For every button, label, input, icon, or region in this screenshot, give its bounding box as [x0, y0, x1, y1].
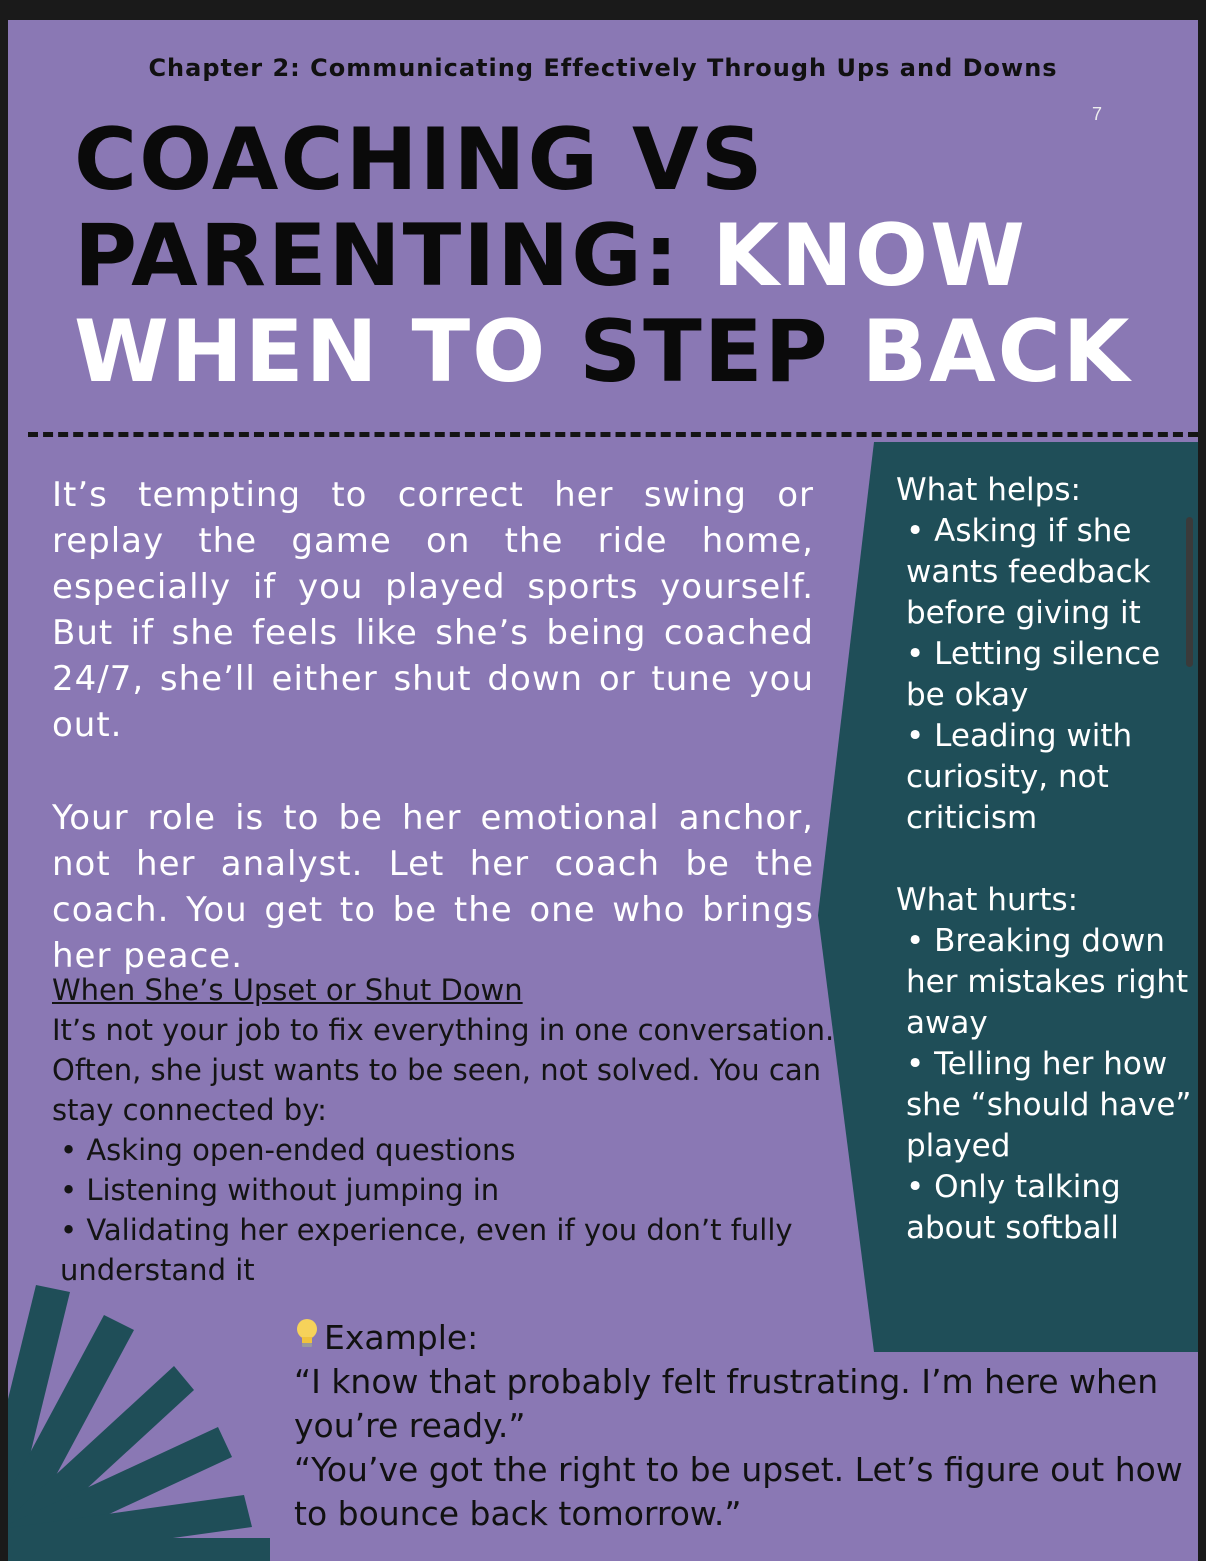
upset-section	[52, 970, 842, 1290]
example-quote-1: “I know that probably felt frustrating. I’m here when you’re ready.”	[294, 1362, 1159, 1445]
body-paragraph-1: It’s tempting to correct her swing or replay the game on the ride home, especially if you played sports yourself. But if she feels like she’s being coached 24/7, she’ll either shut down or tune you out.	[52, 475, 814, 745]
example-label: Example:	[324, 1318, 479, 1357]
title-line-3	[74, 304, 1174, 400]
helps-item: • Letting silence be okay	[906, 636, 1161, 713]
title-line-1: COACHING VS	[74, 110, 765, 210]
upset-list-item: • Listening without jumping in	[60, 1173, 500, 1207]
helps-item: • Asking if she wants feedback before giving it	[906, 513, 1151, 631]
example-box	[294, 1316, 1184, 1536]
example-quote-2: “You’ve got the right to be upset. Let’s figure out how to bounce back tomorrow.”	[294, 1450, 1183, 1533]
hurts-item: • Telling her how she “should have” played	[906, 1046, 1192, 1164]
upset-heading: When She’s Upset or Shut Down	[52, 973, 523, 1007]
helps-item: • Leading with curiosity, not criticism	[906, 718, 1133, 836]
scrollbar-thumb[interactable]	[1186, 517, 1193, 667]
sidebar-text	[896, 470, 1196, 1249]
upset-list-item: • Validating her experience, even if you don’t fully understand it	[60, 1213, 793, 1287]
title-back: BACK	[861, 302, 1132, 402]
page-number: 7	[1092, 104, 1103, 124]
example-heading	[294, 1316, 1184, 1360]
dashed-divider	[28, 432, 1198, 437]
helps-heading: What helps:	[896, 472, 1081, 508]
hurts-heading: What hurts:	[896, 882, 1079, 918]
document-page	[8, 20, 1198, 1561]
title-know: KNOW	[712, 206, 1027, 306]
title-step: STEP	[579, 302, 830, 402]
ray-6	[8, 1538, 270, 1561]
title-line-2	[74, 208, 1174, 304]
chapter-label: Chapter 2: Communicating Effectively Through Ups and Downs	[148, 54, 1058, 82]
page-title	[74, 112, 1174, 400]
title-parenting: PARENTING:	[74, 206, 681, 306]
body-paragraph-2: Your role is to be her emotional anchor, not her analyst. Let her coach be the coach. You get to be the one who brings her peace.	[52, 798, 814, 976]
hurts-item: • Breaking down her mistakes right away	[906, 923, 1189, 1041]
decorative-rays-graphic	[8, 1270, 308, 1561]
title-when-to: WHEN TO	[74, 302, 548, 402]
lightbulb-icon	[294, 1316, 324, 1360]
body-text	[52, 472, 814, 1026]
upset-list-item: • Asking open-ended questions	[60, 1133, 516, 1167]
upset-intro: It’s not your job to fix everything in one conversation. Often, she just wants to be seen, not solved. You can stay connected by:	[52, 1013, 835, 1127]
hurts-item: • Only talking about softball	[906, 1169, 1121, 1246]
